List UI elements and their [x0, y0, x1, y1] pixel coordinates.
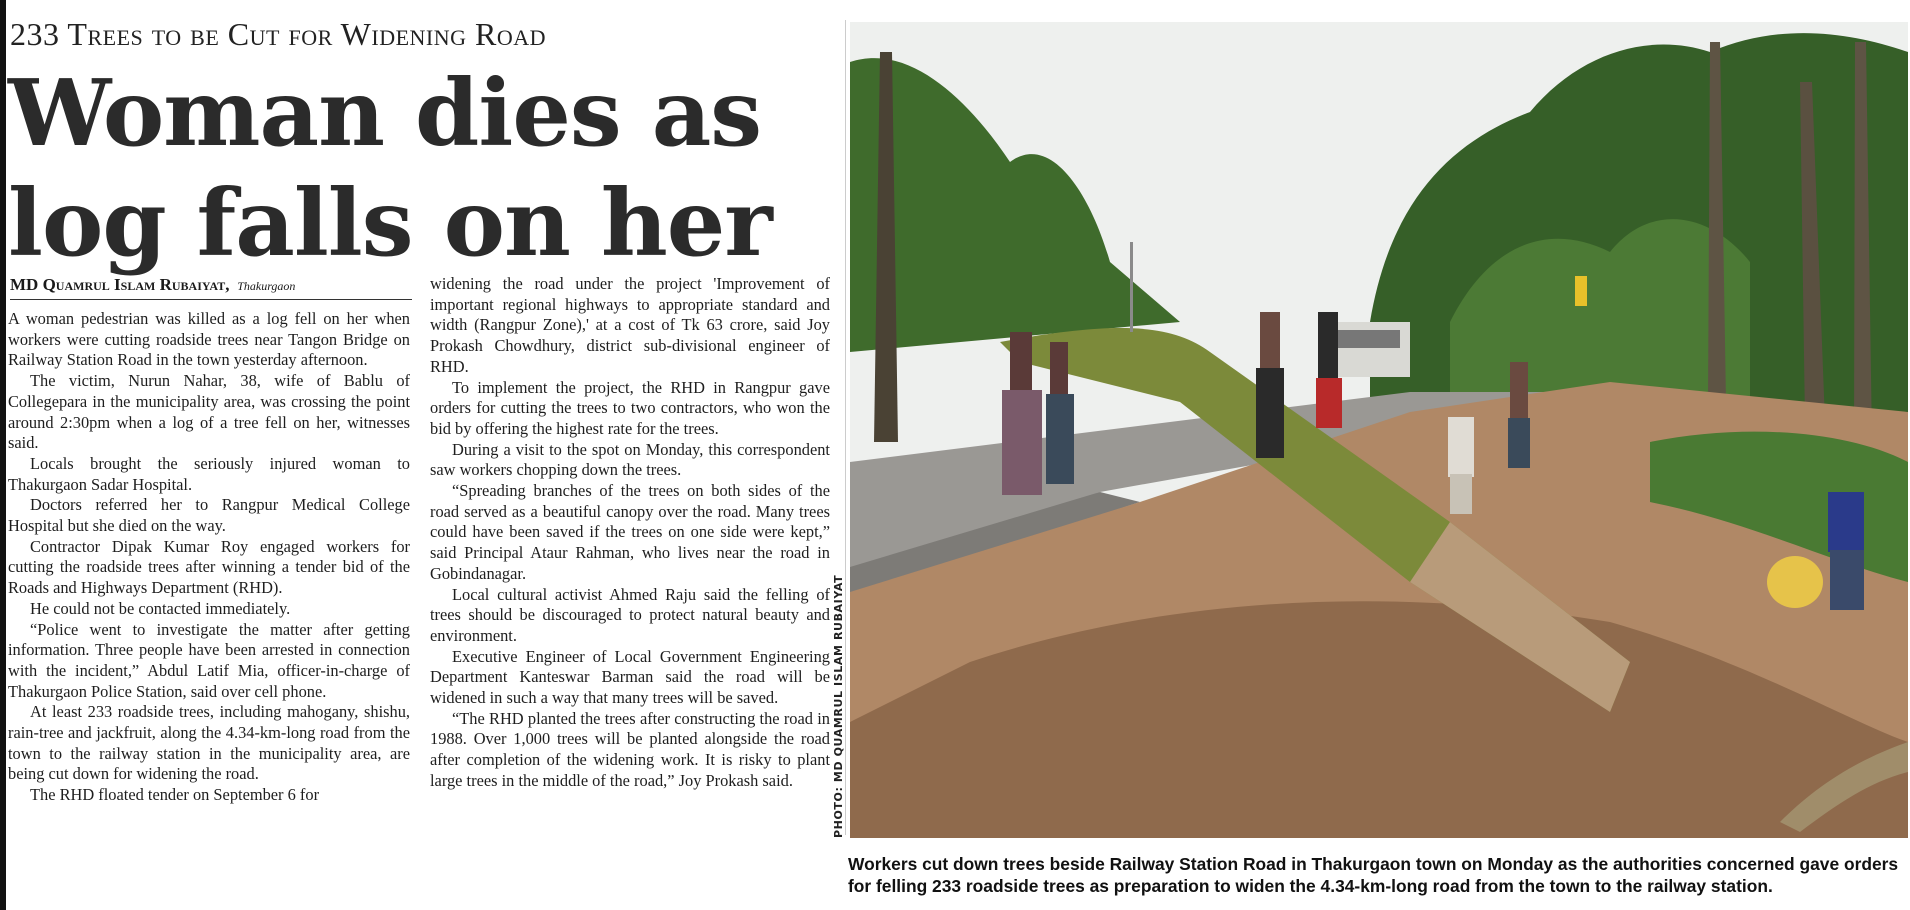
article-kicker: 233 Trees to be Cut for Widening Road [10, 16, 547, 52]
article-headline: Woman dies as log falls on her [8, 59, 772, 277]
byline-location: Thakurgaon [237, 279, 296, 293]
paragraph: Doctors referred her to Rangpur Medical College Hospital but she died on the way. [8, 495, 410, 536]
paragraph: “Police went to investigate the matter after getting information. Three people have been arrested in connection with the incident,” Abdul Latif Mia, officer-in-charge of Thakurgaon Police Station, said over cell phone. [8, 619, 410, 701]
paragraph: Contractor Dipak Kumar Roy engaged workers for cutting the roadside trees after winning a tender bid of the Roads and Highways Department (RHD). [8, 536, 410, 598]
paragraph: He could not be contacted immediately. [30, 598, 291, 618]
paragraph: “The RHD planted the trees after constructing the road in 1988. Over 1,000 trees will be planted alongside the road after completion of the widening work. It is risky to plant large trees in the middle of the road,” Joy Prokash said. [430, 708, 830, 790]
paragraph: Local cultural activist Ahmed Raju said the felling of trees should be discouraged to protect natural beauty and environment. [430, 584, 830, 645]
article-column-2 [430, 274, 830, 792]
byline-author: MD Quamrul Islam Rubaiyat, [10, 275, 230, 294]
page-edge-bar [0, 0, 6, 910]
paragraph: The victim, Nurun Nahar, 38, wife of Bablu of Collegepara in the municipality area, was crossing the point around 2:30pm when a log of a tree fell on her, witnesses said. [8, 371, 410, 453]
photo-credit: PHOTO: MD QUAMRUL ISLAM RUBAIYAT [832, 574, 845, 838]
paragraph: A woman pedestrian was killed as a log fell on her when workers were cutting roadside trees near Tangon Bridge on Railway Station Road in the town yesterday afternoon. [8, 309, 410, 370]
photo-caption: Workers cut down trees beside Railway Station Road in Thakurgaon town on Monday as the authorities concerned gave orders for felling 233 roadside trees as preparation to widen the 4.34-km-long road from the town to the railway station. [848, 854, 1899, 896]
paragraph: Locals brought the seriously injured woman to Thakurgaon Sadar Hospital. [8, 453, 410, 494]
photo-illustration [850, 22, 1908, 838]
byline [10, 275, 412, 300]
column-divider [845, 20, 846, 835]
paragraph: To implement the project, the RHD in Rangpur gave orders for cutting the trees to two contractors, who won the bid by offering the highest rate for the trees. [430, 377, 830, 438]
paragraph: Executive Engineer of Local Government Engineering Department Kanteswar Barman said the road will be widened in such a way that many trees will be saved. [430, 646, 830, 708]
news-photo [850, 22, 1908, 838]
paragraph: At least 233 roadside trees, including mahogany, shishu, rain-tree and jackfruit, along the 4.34-km-long road from the town to the railway station in the municipality area, are being cut down for widening the road. [8, 702, 410, 784]
paragraph: “Spreading branches of the trees on both sides of the road served as a beautiful canopy over the road. Many trees could have been saved if the trees on one side were kept,” said Principal Ataur Rahman, who lives near the road in Gobindanagar. [430, 481, 830, 583]
paragraph: The RHD floated tender on September 6 for [30, 785, 320, 805]
paragraph: widening the road under the project 'Improvement of important regional highways to appropriate standard and width (Rangpur Zone),' at a cost of Tk 63 crore, said Joy Prokash Chowdhury, district sub-divisional engineer of RHD. [430, 274, 830, 376]
article-column-1 [8, 309, 410, 806]
paragraph: During a visit to the spot on Monday, this correspondent saw workers chopping down the trees. [430, 439, 830, 480]
